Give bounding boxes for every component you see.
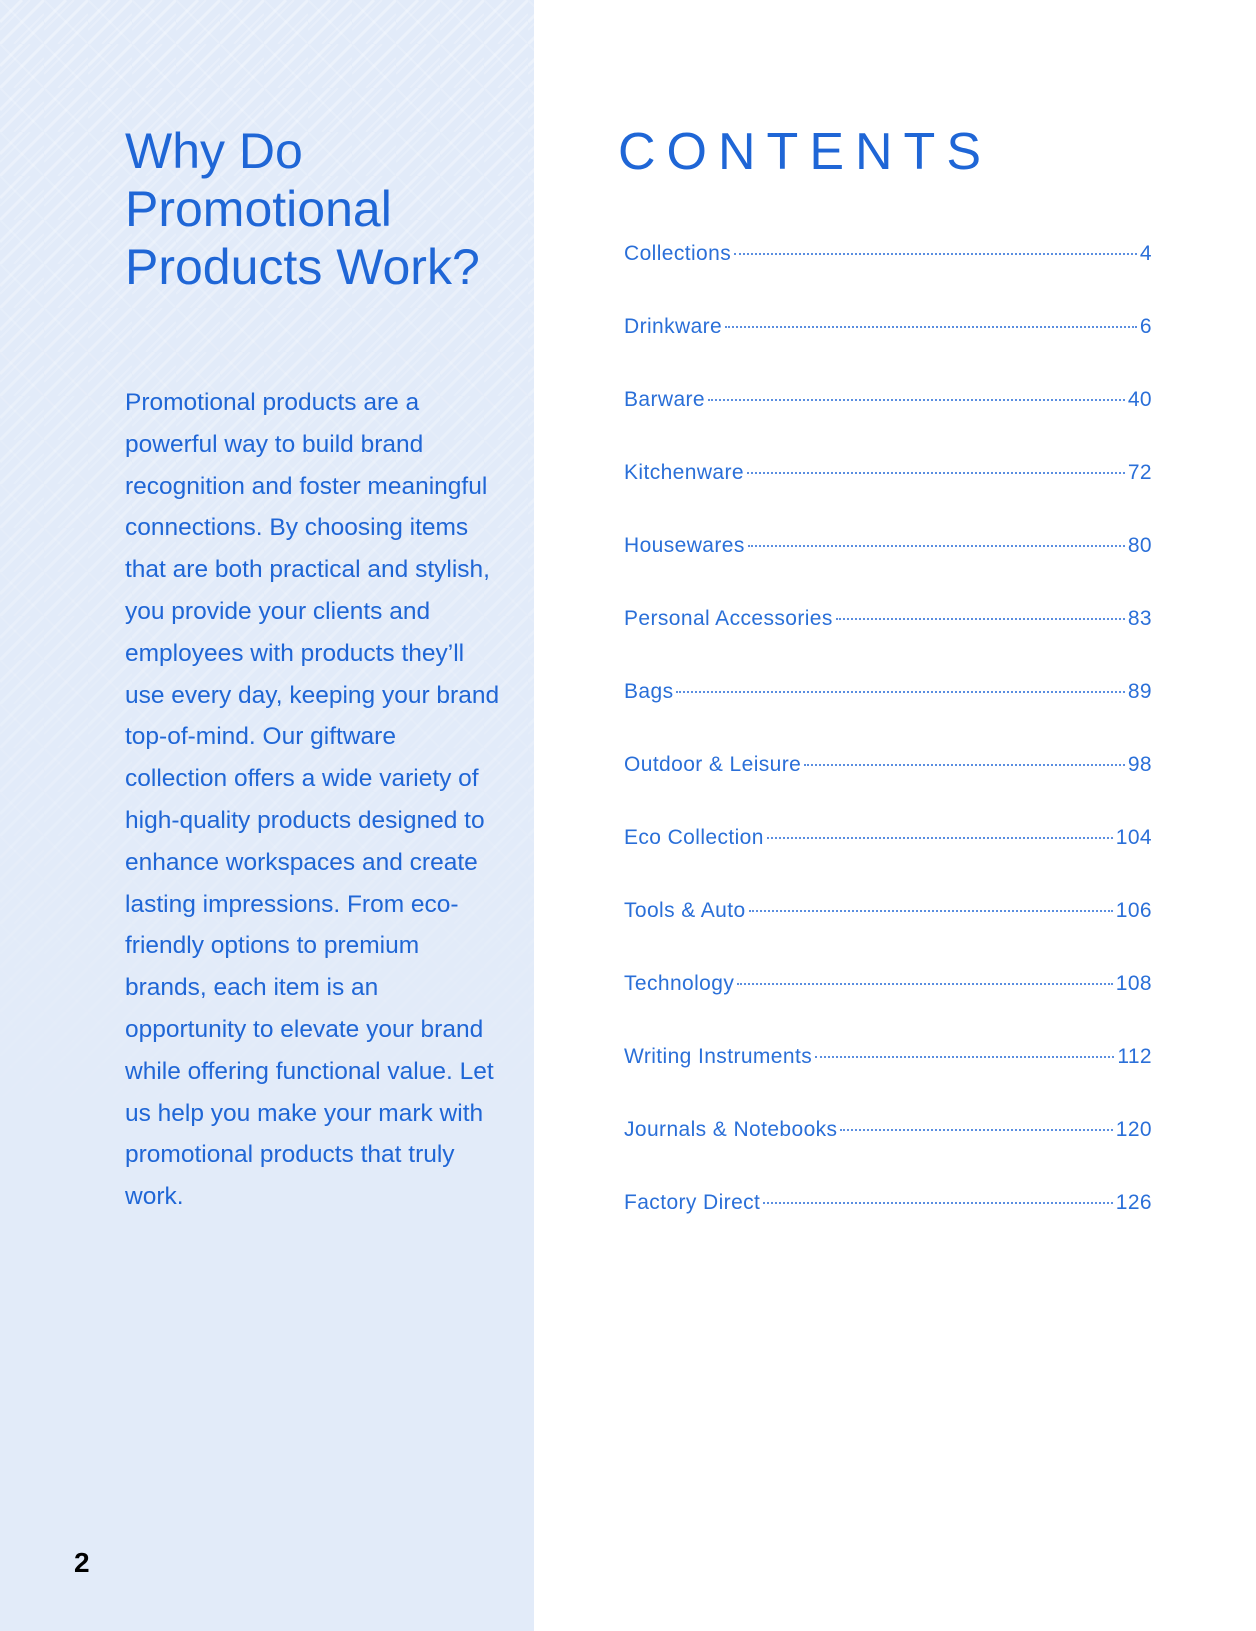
toc-dot-leader bbox=[836, 618, 1125, 620]
toc-dot-leader bbox=[767, 837, 1113, 839]
toc-entry-label: Eco Collection bbox=[624, 826, 764, 849]
toc-entry-page-number: 80 bbox=[1127, 534, 1152, 557]
toc-entry[interactable] bbox=[624, 820, 1152, 893]
toc-entry[interactable] bbox=[624, 601, 1152, 674]
toc-entry-page-number: 126 bbox=[1115, 1191, 1152, 1214]
page-number: 2 bbox=[74, 1547, 90, 1578]
toc-entry[interactable] bbox=[624, 1112, 1152, 1185]
toc-entry[interactable] bbox=[624, 674, 1152, 747]
toc-entry-page-number: 112 bbox=[1117, 1045, 1152, 1068]
toc-dot-leader bbox=[763, 1202, 1112, 1204]
toc-entry-label: Kitchenware bbox=[624, 461, 744, 484]
toc-entry[interactable] bbox=[624, 747, 1152, 820]
toc-entry[interactable] bbox=[624, 382, 1152, 455]
toc-dot-leader bbox=[815, 1056, 1114, 1058]
toc-entry-page-number: 40 bbox=[1127, 388, 1152, 411]
toc-dot-leader bbox=[725, 326, 1137, 328]
toc-entry-page-number: 108 bbox=[1115, 972, 1152, 995]
toc-entry-page-number: 72 bbox=[1127, 461, 1152, 484]
toc-dot-leader bbox=[804, 764, 1125, 766]
toc-entry-label: Tools & Auto bbox=[624, 899, 746, 922]
toc-entry-label: Writing Instruments bbox=[624, 1045, 813, 1068]
toc-entry[interactable] bbox=[624, 1039, 1152, 1112]
intro-panel bbox=[0, 0, 534, 1631]
toc-entry-page-number: 89 bbox=[1127, 680, 1152, 703]
toc-dot-leader bbox=[676, 691, 1124, 693]
toc-entry-page-number: 4 bbox=[1139, 242, 1152, 265]
toc-dot-leader bbox=[748, 545, 1125, 547]
toc-entry-page-number: 98 bbox=[1127, 753, 1152, 776]
toc-entry-label: Drinkware bbox=[624, 315, 723, 338]
toc-entry-label: Housewares bbox=[624, 534, 745, 557]
toc-entry[interactable] bbox=[624, 236, 1152, 309]
toc-entry-label: Factory Direct bbox=[624, 1191, 761, 1214]
toc-entry-page-number: 120 bbox=[1115, 1118, 1152, 1141]
toc-dot-leader bbox=[708, 399, 1125, 401]
toc-entry-page-number: 83 bbox=[1127, 607, 1152, 630]
intro-heading: Why Do Promotional Products Work? bbox=[125, 123, 480, 295]
toc-entry[interactable] bbox=[624, 455, 1152, 528]
toc-entry-page-number: 106 bbox=[1115, 899, 1152, 922]
toc-entry[interactable] bbox=[624, 309, 1152, 382]
toc-entry-label: Bags bbox=[624, 680, 674, 703]
toc-dot-leader bbox=[747, 472, 1125, 474]
toc-entry-label: Journals & Notebooks bbox=[624, 1118, 838, 1141]
contents-title: CONTENTS bbox=[618, 123, 992, 181]
toc-entry[interactable] bbox=[624, 528, 1152, 601]
toc-entry[interactable] bbox=[624, 966, 1152, 1039]
toc-entry-label: Collections bbox=[624, 242, 732, 265]
toc-entry-label: Technology bbox=[624, 972, 735, 995]
table-of-contents bbox=[624, 236, 1152, 1258]
toc-entry-page-number: 6 bbox=[1139, 315, 1152, 338]
toc-entry-label: Barware bbox=[624, 388, 705, 411]
toc-entry-label: Outdoor & Leisure bbox=[624, 753, 802, 776]
toc-dot-leader bbox=[749, 910, 1113, 912]
toc-dot-leader bbox=[734, 253, 1137, 255]
toc-entry-page-number: 104 bbox=[1115, 826, 1152, 849]
intro-body-text: Promotional products are a powerful way to build brand recognition and foster meaningful connections. By choosing items that are both practical and stylish, you provide your clients and employees with products they’ll use every day, keeping your brand top-of-mind. Our giftware collection offers a wide variety of high-quality products designed to enhance workspaces and create lasting impressions. From eco-friendly options to premium brands, each item is an opportunity to elevate your brand while offering functional value. Let us help you make your mark with promotional products that truly work. bbox=[125, 389, 500, 1211]
toc-dot-leader bbox=[840, 1129, 1112, 1131]
toc-entry-label: Personal Accessories bbox=[624, 607, 833, 630]
toc-dot-leader bbox=[737, 983, 1113, 985]
toc-entry[interactable] bbox=[624, 1185, 1152, 1258]
toc-entry[interactable] bbox=[624, 893, 1152, 966]
